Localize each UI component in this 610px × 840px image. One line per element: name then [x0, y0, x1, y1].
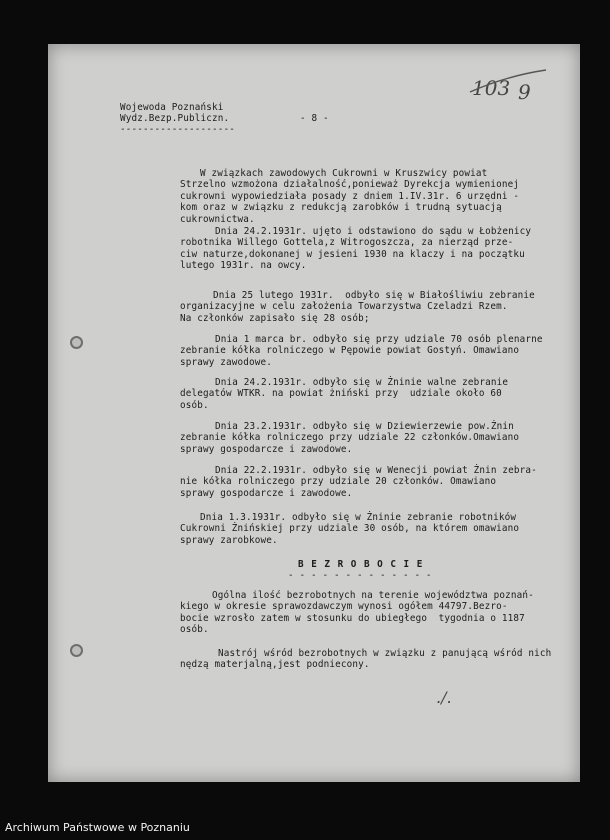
page-mark: 9	[518, 80, 531, 104]
paragraph-line: Dnia 1 marca br. odbyło się przy udziale 70 osób plenarne	[215, 334, 543, 345]
section-paragraph-line: osób.	[180, 624, 209, 636]
paragraph-line: Dnia 24.2.1931r. ujęto i odstawiono do sądu w Łobżenicy	[215, 226, 532, 237]
punch-hole	[70, 336, 83, 349]
paragraph-line: cukrowni wypowiedziała posady z dniem 1.IV.31r. 6 urzędni -	[180, 190, 520, 202]
paragraph-line: Dnia 1.3.1931r. odbyło się w Żninie zebranie robotników	[200, 512, 517, 523]
archive-number: 103	[472, 76, 511, 100]
paragraph-line: Cukrowni Żnińskiej przy udziale 30 osób, na którem omawiano	[180, 523, 520, 535]
paragraph-line: sprawy zarobkowe.	[180, 534, 278, 546]
paragraph-line: ciw naturze,dokonanej w jesieni 1930 na klaczy i na początku	[180, 248, 525, 260]
paragraph-line: Dnia 22.2.1931r. odbyło się w Wenecji powiat Żnin zebra-	[215, 465, 537, 476]
end-mark: ./.	[436, 688, 452, 707]
section-paragraph-line: kiego w okresie sprawozdawczym wynosi ogółem 44797.Bezro-	[180, 601, 508, 613]
section-paragraph-line: bocie wzrosło zatem w stosunku do ubiegłego tygodnia o 1187	[180, 612, 525, 624]
section-paragraph-line: Ogólna ilość bezrobotnych na terenie województwa poznań-	[212, 590, 534, 601]
section-rule: - - - - - - - - - - - - -	[288, 570, 432, 581]
paragraph-line: Strzelno wzmożona działalność,ponieważ Dyrekcja wymienionej	[180, 179, 520, 191]
section-title: B E Z R O B O C I E	[298, 559, 424, 570]
document-page	[48, 44, 580, 782]
header-rule: --------------------	[120, 124, 235, 135]
handwritten-stroke	[466, 64, 556, 104]
paragraph-line: Dnia 24.2.1931r. odbyło się w Żninie walne zebranie	[215, 377, 509, 388]
paragraph-line: delegatów WTKR. na powiat żniński przy udziale około 60	[180, 388, 502, 400]
punch-hole	[70, 644, 83, 657]
paragraph-line: sprawy gospodarcze i zawodowe.	[180, 443, 353, 455]
paragraph-line: Dnia 25 lutego 1931r. odbyło się w Białośliwiu zebranie	[213, 290, 535, 301]
section-paragraph-line: Nastrój wśród bezrobotnych w związku z panującą wśród nich	[218, 648, 552, 659]
paragraph-line: organizacyjne w celu założenia Towarzystwa Czeladzi Rzem.	[180, 301, 508, 313]
paragraph-line: nie kółka rolniczego przy udziale 20 członków. Omawiano	[180, 476, 497, 488]
paragraph-line: kom oraz w związku z redukcją zarobków i trudną sytuacją	[180, 202, 502, 214]
paragraph-line: sprawy zawodowe.	[180, 356, 272, 368]
paragraph-line: osób.	[180, 399, 209, 411]
archive-label: Archiwum Państwowe w Poznaniu	[5, 821, 190, 834]
paragraph-line: cukrownictwa.	[180, 213, 255, 225]
section-paragraph-line: nędzą materjalną,jest podniecony.	[180, 659, 370, 671]
paragraph-line: Na członków zapisało się 28 osób;	[180, 312, 370, 324]
paragraph-line: W związkach zawodowych Cukrowni w Kruszwicy powiat	[200, 168, 488, 179]
paragraph-line: robotnika Willego Gottela,z Witrogoszcza, za nierząd prze-	[180, 237, 514, 249]
page-number: - 8 -	[300, 113, 329, 124]
footer-bar	[0, 800, 610, 840]
paragraph-line: lutego 1931r. na owcy.	[180, 260, 307, 272]
paragraph-line: zebranie kółka rolniczego w Pępowie powiat Gostyń. Omawiano	[180, 345, 520, 357]
paragraph-line: Dnia 23.2.1931r. odbyło się w Dziewierzewie pow.Żnin	[215, 421, 514, 432]
paragraph-line: sprawy gospodarcze i zawodowe.	[180, 487, 353, 499]
paragraph-line: zebranie kółka rolniczego przy udziale 22 członków.Omawiano	[180, 432, 520, 444]
header-office: Wojewoda Poznański	[120, 102, 224, 113]
header-department: Wydz.Bezp.Publiczn.	[120, 113, 230, 124]
